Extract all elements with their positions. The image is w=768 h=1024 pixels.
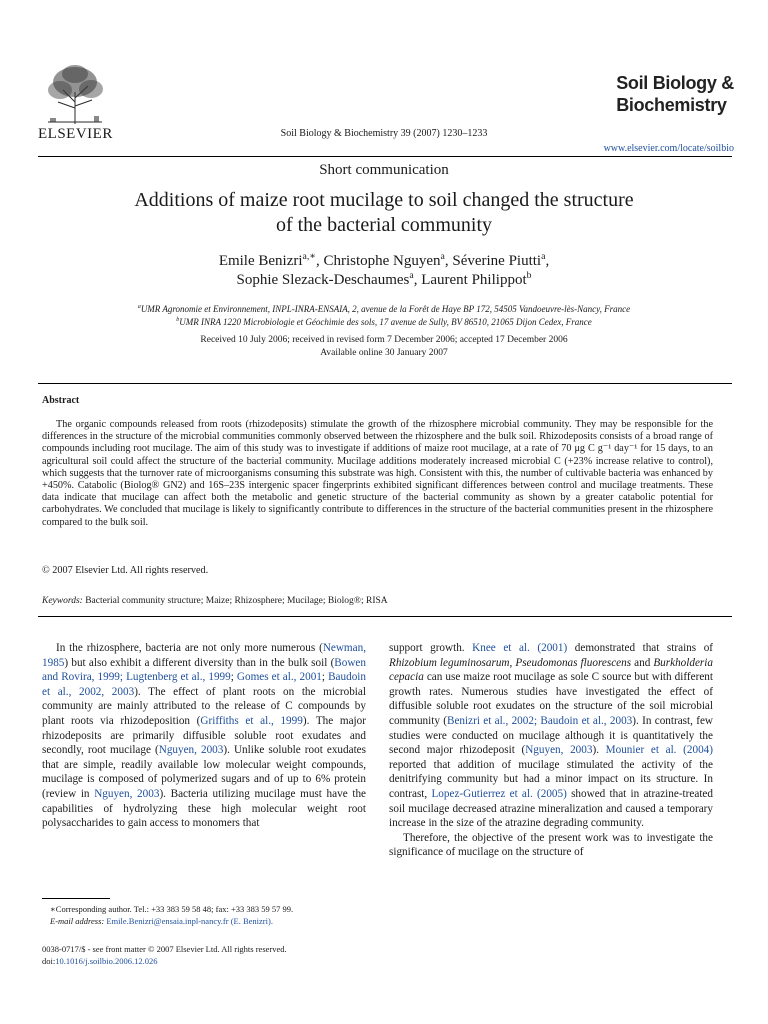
abstract-copyright: © 2007 Elsevier Ltd. All rights reserved. (42, 565, 209, 576)
footnote-divider (42, 898, 110, 899)
body-text: ). (592, 744, 606, 757)
citation-link[interactable]: Mounier et al. (2004) (605, 744, 713, 757)
author-name: , Séverine Piutti (444, 253, 542, 269)
author-name: Sophie Slezack-Deschaumes (236, 272, 410, 288)
citation-link[interactable]: Newman, 1985 (42, 642, 366, 669)
citation-link[interactable]: Benizri et al., 2002; Baudoin et al., 2003 (447, 714, 633, 727)
keywords-label: Keywords: (42, 596, 83, 606)
body-text: ). Unlike soluble root exudates that are simple, readily available low molecular weight compounds, mucilage is composed of polymerized sugars and of up to 6% protein (review in (42, 744, 367, 800)
journal-name-line2: Biochemistry (616, 95, 727, 115)
author-line-1 (70, 252, 698, 271)
citation-link[interactable]: Knee et al. (2001) (472, 642, 568, 654)
email-label: E-mail address: (50, 916, 105, 926)
body-text: ; (321, 671, 329, 684)
author-line-2 (70, 271, 698, 290)
body-paragraph: Therefore, the objective of the present work was to investigate the significance of mucilage on the structure of (389, 831, 713, 859)
journal-url-link[interactable]: www.elsevier.com/locate/soilbio (603, 143, 734, 154)
body-column-right (389, 641, 713, 860)
body-paragraph (389, 641, 713, 831)
issn-line: 0038-0717/$ - see front matter © 2007 Elsevier Ltd. All rights reserved. (42, 944, 287, 954)
body-text: ). Bacteria utilizing mucilage must have the capabilities of hydrolyzing these high molecular weight root polysaccharides to gain access to monomers that (42, 787, 366, 830)
affiliation-marker: a (137, 304, 141, 310)
affiliation-marker: a (541, 251, 546, 262)
affiliation-marker: a,∗ (302, 251, 316, 262)
body-text: ) but also exhibit a different diversity than in the bulk soil ( (64, 656, 335, 669)
citation-link[interactable]: Baudoin et al., 2002, 2003 (42, 671, 366, 698)
body-text: showed that in atrazine-treated soil mucilage decreased atrazine mineralization and caused a temporary increase in the size of the atrazine degrading community. (389, 787, 713, 830)
elsevier-tree-logo (38, 62, 112, 128)
header-divider (38, 156, 732, 157)
publisher-name: ELSEVIER (38, 126, 113, 142)
body-text: and (631, 656, 654, 669)
title-line-1: Additions of maize root mucilage to soil changed the structure (134, 189, 634, 211)
citation-link[interactable]: Griffiths et al., 1999 (200, 714, 303, 727)
abstract-bottom-divider (38, 616, 732, 617)
citation-link[interactable]: Gomes et al., 2001 (236, 671, 322, 684)
author-name: , Laurent Philippot (413, 272, 527, 288)
citation-link[interactable]: Nguyen, 2003 (525, 744, 593, 757)
article-type: Short communication (319, 162, 449, 178)
body-column-left (42, 641, 366, 831)
citation-link[interactable]: Bowen and Rovira, 1999; Lugtenberg et al., 1999 (42, 656, 366, 684)
article-dates (40, 334, 728, 360)
body-text: ). The major rhizodeposits are primarily diffusible soluble root exudates and secondly, root mucilage ( (42, 714, 366, 757)
footnote (42, 903, 372, 927)
body-paragraph (42, 641, 366, 831)
journal-name-line1: Soil Biology & (616, 73, 734, 93)
title-line-2: of the bacterial community (275, 214, 493, 236)
affiliations (40, 303, 728, 329)
doi-link[interactable]: 10.1016/j.soilbio.2006.12.026 (55, 956, 158, 966)
article-title (70, 188, 698, 238)
issn-doi-block (42, 943, 372, 967)
received-dates: Received 10 July 2006; received in revised form 7 December 2006; accepted 17 December 2006 (200, 335, 568, 345)
body-text: In the rhizosphere, bacteria are not only more numerous ( (56, 642, 323, 654)
affiliation-marker: a (409, 270, 414, 281)
affiliation-marker: b (526, 270, 532, 281)
affiliation-text: UMR INRA 1220 Microbiologie et Géochimie des sols, 17 avenue de Sully, BV 86510, 21065 Dijon Cedex, France (179, 317, 592, 327)
body-text: ; (230, 671, 237, 684)
species-name: Rhizobium leguminosarum (389, 656, 510, 669)
email-note (42, 915, 372, 927)
doi-line (42, 955, 372, 967)
keywords (42, 596, 388, 606)
citation-link[interactable]: Nguyen, 2003 (94, 787, 160, 800)
available-online-date: Available online 30 January 2007 (320, 348, 448, 358)
body-text: , (509, 656, 516, 669)
citation-link[interactable]: Nguyen, 2003 (158, 744, 224, 757)
journal-citation: Soil Biology & Biochemistry 39 (2007) 1230–1233 (280, 128, 488, 139)
body-text: support growth. (389, 642, 473, 654)
affiliation-marker: b (176, 317, 180, 323)
keywords-list: Bacterial community structure; Maize; Rhizosphere; Mucilage; Biolog®; RISA (82, 596, 388, 606)
body-text: demonstrated that strains of (567, 642, 714, 654)
abstract-paragraph: The organic compounds released from roots (rhizodeposits) stimulate the growth of the rhizosphere microbial community. They may be responsible for the differences in the structure of the microbial communities commonly observed between the rhizosphere and the bulk soil. Rhizodeposits consists of a broad range of compounds including root mucilage. The aim of this study was to investigate if additions of maize root mucilage, at a rate of 70 μg C g⁻¹ day⁻¹ for 15 days, to an agricultural soil could affect the structure of the bacterial community. Mucilage additions moderately increased microbial C (+23% increase relative to control), which suggests that the turnover rate of microorganisms consuming this substrate was high. Consistent with this, the number of cultivable bacteria was enhanced by +450%. Catabolic (Biolog® GN2) and 16S–23S intergenic spacer fingerprints exhibited significant differences between control and mucilage treatments. These data indicate that mucilage can affect both the metabolic and genetic structure of the bacterial community as shown by a greater catabolic potential for carbohydrates. We concluded that mucilage is likely to significantly contribute to differences in the structure of the bacterial communities present in the rhizosphere compared to the bulk soil. (42, 419, 713, 528)
abstract-body (42, 419, 713, 529)
body-text: ). In contrast, few studies were conducted on mucilage although it is quantitatively the second major rhizodeposit ( (389, 714, 714, 757)
affiliation-b (40, 316, 728, 329)
body-text: ). The effect of plant roots on the microbial community are mainly attributed to the release of C compounds by plant roots via rhizodeposition ( (42, 685, 366, 727)
author-name: Emile Benizri (218, 253, 303, 269)
author-separator: , (545, 253, 550, 269)
abstract-top-divider (38, 383, 732, 384)
doi-label: doi: (42, 956, 56, 966)
author-name: , Christophe Nguyen (315, 253, 441, 269)
body-text: can use maize root mucilage as sole C source but with different growth rates. Numerous studies have investigated the effect of diffusible soluble root exudates on the structure of the soil microbial community ( (389, 671, 713, 727)
body-text: reported that addition of mucilage stimulated the activity of the denitrifying community but had a minor impact on its structure. In contrast, (389, 758, 713, 800)
corresponding-author-note: ∗Corresponding author. Tel.: +33 383 59 58 48; fax: +33 383 59 57 99. (50, 904, 294, 914)
email-link[interactable]: Emile.Benizri@ensaia.inpl-nancy.fr (E. Benizri). (104, 916, 273, 926)
abstract-heading: Abstract (42, 395, 80, 406)
affiliation-marker: a (440, 251, 445, 262)
affiliation-text: UMR Agronomie et Environnement, INPL-INRA-ENSAIA, 2, avenue de la Forêt de Haye BP 172, 54505 Vandoeuvre-lès-Nancy, France (140, 304, 631, 314)
species-name: Burkholderia cepacia (389, 656, 713, 684)
affiliation-a (40, 303, 728, 316)
citation-link[interactable]: Lopez-Gutierrez et al. (2005) (431, 787, 567, 800)
author-list (70, 252, 698, 290)
journal-name (616, 72, 734, 116)
species-name: Pseudomonas fluorescens (515, 656, 632, 669)
